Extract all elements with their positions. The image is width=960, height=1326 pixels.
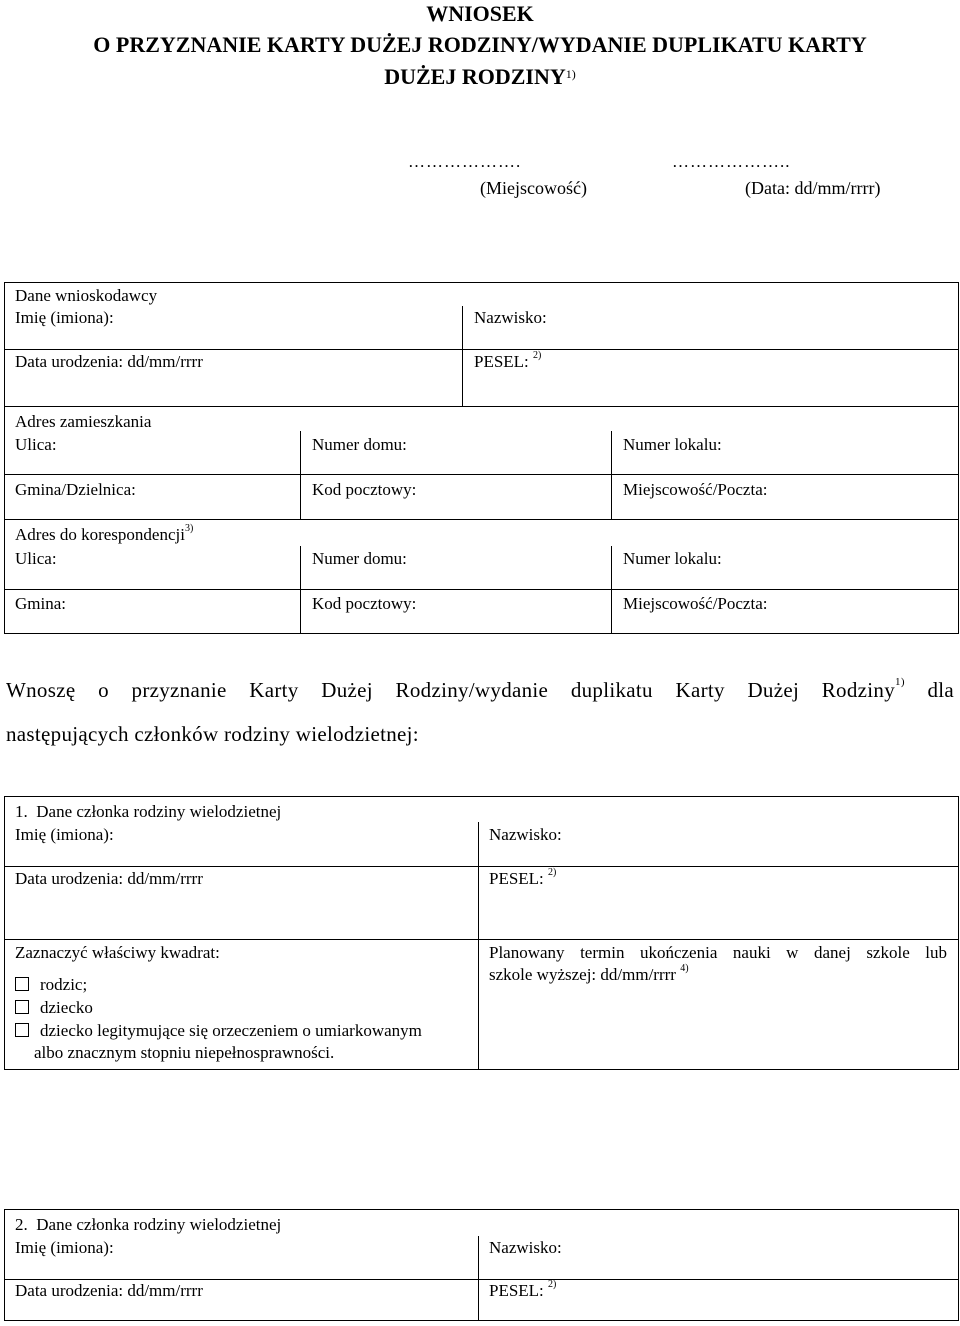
place-dots[interactable]: ………………. (408, 152, 522, 171)
correspondence-street-field[interactable]: Ulica: (15, 549, 57, 568)
option-child[interactable]: dziecko (15, 998, 93, 1018)
member2-pesel-field[interactable]: PESEL: $^{2)}$ (489, 1279, 557, 1300)
member1-section-title: 1. Dane członka rodziny wielodzietnej (15, 802, 282, 821)
address-street-field[interactable]: Ulica: (15, 435, 57, 454)
option-disabled-child-cont: albo znacznym stopniu niepełnosprawności. (34, 1043, 335, 1062)
applicant-row-divider (4, 349, 959, 350)
address-city-field[interactable]: Miejscowość/Poczta: (623, 480, 768, 499)
form-title-line1: WNIOSEK (426, 1, 534, 26)
address-divider-2 (611, 431, 612, 520)
date-dots[interactable]: ……………….. (672, 152, 791, 171)
disabled-child-checkbox[interactable] (15, 1023, 29, 1037)
member1-study-end-field[interactable]: szkole wyższej: dd/mm/rrrr $^{4)}$ (489, 963, 689, 984)
correspondence-district-field[interactable]: Gmina: (15, 594, 66, 613)
address-postal-code-field[interactable]: Kod pocztowy: (312, 480, 417, 499)
correspondence-city-field[interactable]: Miejscowość/Poczta: (623, 594, 768, 613)
member2-row-divider (4, 1279, 959, 1280)
place-label: (Miejscowość) (480, 178, 587, 198)
address-house-number-field[interactable]: Numer domu: (312, 435, 407, 454)
date-label: (Data: dd/mm/rrrr) (745, 178, 881, 198)
request-line-2: następujących członków rodziny wielodzietnej: (6, 722, 419, 746)
applicant-section-title: Dane wnioskodawcy (15, 286, 158, 305)
correspondence-section-title: Adres do korespondencji$^{3)}$ (15, 523, 194, 544)
correspondence-divider-1 (300, 546, 301, 634)
member1-row-divider (4, 866, 959, 867)
address-district-field[interactable]: Gmina/Dzielnica: (15, 480, 136, 499)
member2-first-name-field[interactable]: Imię (imiona): (15, 1238, 114, 1257)
member1-divider (478, 822, 479, 940)
applicant-pesel-field[interactable]: PESEL: $^{2)}$ (474, 350, 542, 371)
address-flat-number-field[interactable]: Numer lokalu: (623, 435, 722, 454)
option-parent[interactable]: rodzic; (15, 975, 87, 995)
member1-last-name-field[interactable]: Nazwisko: (489, 825, 562, 844)
form-title-line3: DUŻEJ RODZINY$^{1)}$ (384, 64, 576, 89)
member1-pesel-field[interactable]: PESEL: $^{2)}$ (489, 867, 557, 888)
member1-role-divider (478, 939, 479, 1070)
member1-study-end-label: Planowany termin ukończenia nauki w danej szkole lub (489, 943, 947, 962)
address-section-title: Adres zamieszkania (15, 412, 152, 431)
member2-section-title: 2. Dane członka rodziny wielodzietnej (15, 1215, 282, 1234)
applicant-first-name-field[interactable]: Imię (imiona): (15, 308, 114, 327)
option-disabled-child[interactable]: dziecko legitymujące się orzeczeniem o umiarkowanym (15, 1021, 422, 1041)
address-row-divider (4, 474, 959, 475)
request-line-1: Wnoszę o przyznanie Karty Dużej Rodziny/wydanie duplikatu Karty Dużej Rodziny$^{1)}$ dla (6, 676, 954, 702)
parent-checkbox[interactable] (15, 977, 29, 991)
correspondence-house-number-field[interactable]: Numer domu: (312, 549, 407, 568)
correspondence-flat-number-field[interactable]: Numer lokalu: (623, 549, 722, 568)
member1-mark-label: Zaznaczyć właściwy kwadrat: (15, 943, 220, 962)
applicant-birth-date-field[interactable]: Data urodzenia: dd/mm/rrrr (15, 352, 203, 371)
correspondence-divider-2 (611, 546, 612, 634)
applicant-divider (462, 306, 463, 407)
applicant-last-name-field[interactable]: Nazwisko: (474, 308, 547, 327)
correspondence-postal-code-field[interactable]: Kod pocztowy: (312, 594, 417, 613)
member1-first-name-field[interactable]: Imię (imiona): (15, 825, 114, 844)
correspondence-row-divider (4, 589, 959, 590)
child-checkbox[interactable] (15, 1000, 29, 1014)
member2-last-name-field[interactable]: Nazwisko: (489, 1238, 562, 1257)
member2-birth-date-field[interactable]: Data urodzenia: dd/mm/rrrr (15, 1281, 203, 1300)
member1-birth-date-field[interactable]: Data urodzenia: dd/mm/rrrr (15, 869, 203, 888)
address-divider-1 (300, 431, 301, 520)
form-title-line2: O PRZYZNANIE KARTY DUŻEJ RODZINY/WYDANIE DUPLIKATU KARTY (93, 32, 867, 57)
